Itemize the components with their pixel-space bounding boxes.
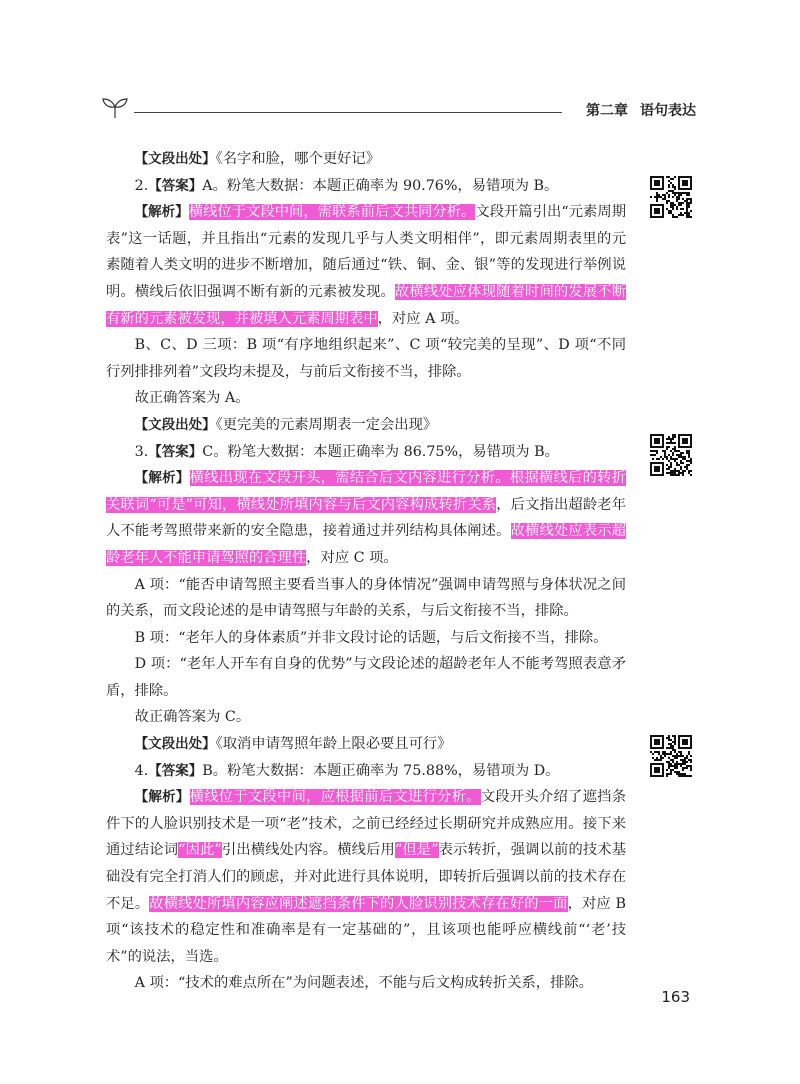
highlighted-text: 故横线处应体现随着时间的发展不断有新的元素被发现，并被填入元素周期表中 <box>106 283 627 327</box>
page-number: 163 <box>661 988 690 1006</box>
sprout-icon <box>100 96 130 120</box>
source-line <box>106 412 626 439</box>
source-title: 《取消申请驾照年龄上限必要且可行》 <box>215 736 452 753</box>
answer-label: 【答案】 <box>148 177 203 194</box>
analysis-text: ，后文指出超龄老年人不能考驾照带来新的安全隐患，接着通过并列结构具体阐述。 <box>106 496 626 540</box>
highlighted-text: 故横线处所填内容应阐述遮挡条件下的人脸识别技术存在好的一面 <box>149 895 568 912</box>
source-label: 【文段出处】 <box>134 151 216 167</box>
qr-code-icon <box>650 735 692 777</box>
analysis-text: 表示转折，强调以前的技术基础没有完全打消人们的顾虑，并对此进行具体说明，即转折后强调以前的技术存在不足。 <box>106 842 627 912</box>
qr-code-icon <box>650 434 692 476</box>
answer-text: B。粉笔大数据：本题正确率为 75.88%，易错项为 D。 <box>202 762 560 779</box>
body-paragraph <box>106 970 626 997</box>
highlighted-text: 横线位于文段中间，应根据前后文进行分析。 <box>189 789 481 806</box>
qr-code-q2[interactable] <box>650 176 692 218</box>
analysis-label: 【解析】 <box>134 204 189 221</box>
paragraph-text: 故正确答案为 C。 <box>134 709 251 726</box>
analysis-text: 文段开篇引出“元素周期表”这一话题，并且指出“元素的发现几乎与人类文明相伴”，即元素周期表里的元素随着人类文明的进步不断增加，随后通过“铁、铜、金、银”等的发现进行举例说明。横线后依旧强调不断有新的元素被发现。 <box>106 204 627 300</box>
paragraph-text: 故正确答案为 A。 <box>134 390 250 407</box>
chapter-label: 第二章 <box>586 103 628 119</box>
analysis-text: ，对应 B 项“该技术的稳定性和准确率是有一定基础的”，且该项也能呼应横线前“‘老’技术”的说法，当选。 <box>106 895 627 965</box>
source-label: 【文段出处】 <box>134 416 216 433</box>
answer-text: A。粉笔大数据：本题正确率为 90.76%，易错项为 B。 <box>202 177 559 194</box>
analysis-text: ，对应 C 项。 <box>306 549 398 566</box>
qr-code-q4[interactable] <box>650 735 692 777</box>
answer-label: 【答案】 <box>148 443 203 460</box>
highlighted-text: “因此” <box>178 842 222 859</box>
highlighted-text: 横线位于文段中间，需联系前后文共同分析。 <box>188 204 476 221</box>
paragraph-text: A 项：“能否申请驾照主要看当事人的身体情况”强调申请驾照与身体状况之间的关系，而文段论述的是申请驾照与年龄的关系，与后文衔接不当，排除。 <box>106 576 626 620</box>
analysis-text: ，对应 A 项。 <box>377 310 469 327</box>
analysis-label: 【解析】 <box>134 470 190 487</box>
page-content <box>106 146 626 997</box>
source-line <box>106 731 626 758</box>
paragraph-text: B、C、D 三项：B 项“有序地组织起来”、C 项“较完美的呈现”、D 项“不同行列排排列着”文段均未提及，与前后文衔接不当，排除。 <box>106 337 626 380</box>
source-title: 《更完美的元素周期表一定会出现》 <box>215 416 438 433</box>
qr-code-icon <box>650 176 692 218</box>
analysis-text: 引出横线处内容。横线后用 <box>221 842 395 859</box>
header-rule <box>134 112 562 113</box>
body-paragraph <box>106 385 626 412</box>
body-paragraph <box>106 625 626 652</box>
answer-text: C。粉笔大数据：本题正确率为 86.75%，易错项为 B。 <box>202 443 559 460</box>
body-paragraph <box>106 651 626 704</box>
answer-label: 【答案】 <box>148 762 203 779</box>
question-number: 2. <box>134 177 149 194</box>
highlighted-text: 故横线处应表示超龄老年人不能申请驾照的合理性 <box>106 523 626 566</box>
answer-line <box>106 173 626 200</box>
analysis-label: 【解析】 <box>134 789 190 806</box>
body-paragraph <box>106 572 626 625</box>
section-title: 语句表达 <box>640 103 696 119</box>
question-number: 4. <box>134 762 149 779</box>
paragraph-text: D 项：“老年人开车有自身的优势”与文段论述的超龄老年人不能考驾照表意矛盾，排除。 <box>106 656 626 699</box>
source-title: 《名字和脸，哪个更好记》 <box>215 151 381 167</box>
highlighted-text: 横线出现在文段开头，需结合后文内容进行分析。根据横线后的转折关联词“可是”可知，横线处所填内容与后文内容构成转折关系 <box>106 470 626 513</box>
question-number: 3. <box>134 443 149 460</box>
answer-line <box>106 439 626 466</box>
body-paragraph <box>106 704 626 731</box>
analysis-paragraph <box>106 199 626 332</box>
source-label: 【文段出处】 <box>134 736 216 753</box>
analysis-paragraph <box>106 465 626 571</box>
analysis-text: 文段开头介绍了遮挡条件下的人脸识别技术是一项“老”技术，之前已经经过长期研究并成熟应用。接下来通过结论词 <box>106 789 627 859</box>
analysis-paragraph <box>106 784 626 970</box>
qr-code-q3[interactable] <box>650 434 692 476</box>
source-line <box>106 146 626 173</box>
page-header <box>100 96 700 126</box>
paragraph-text: A 项：“技术的难点所在”为问题表述，不能与后文构成转折关系，排除。 <box>134 975 593 992</box>
highlighted-text: “但是” <box>394 842 439 859</box>
body-paragraph <box>106 332 626 385</box>
paragraph-text: B 项：“老年人的身体素质”并非文段讨论的话题，与后文衔接不当，排除。 <box>134 629 608 646</box>
answer-line <box>106 758 626 785</box>
